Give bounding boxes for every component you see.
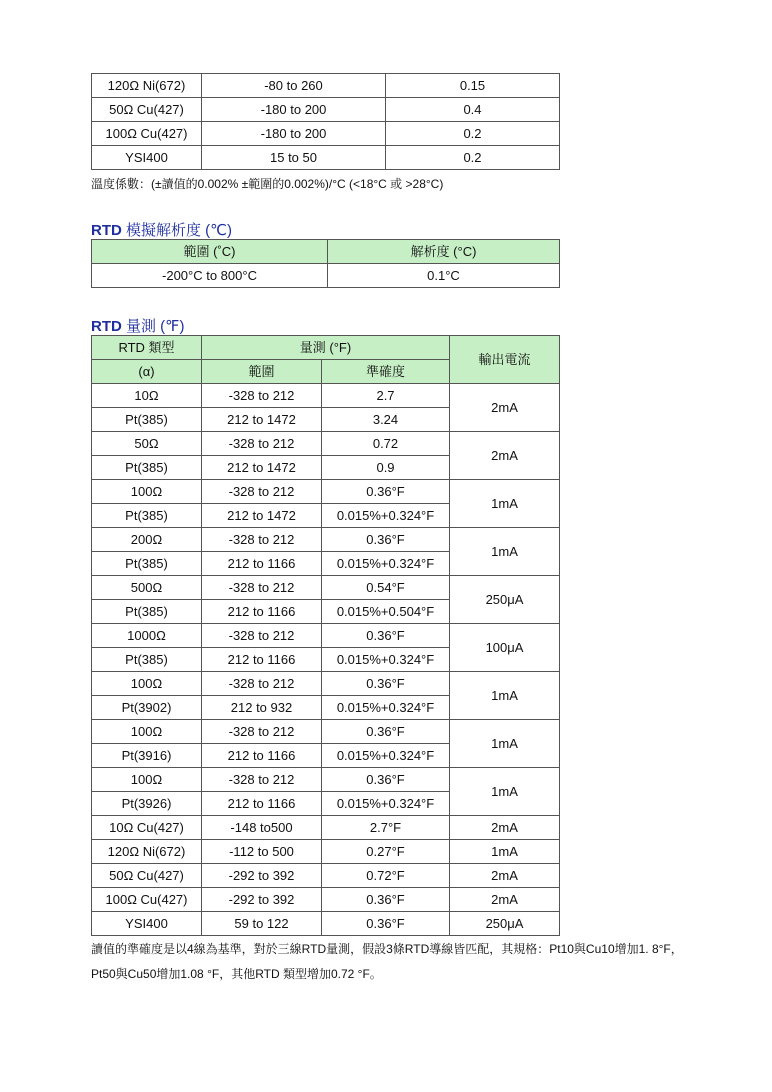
cell-rtd-alpha: Pt(385)	[92, 456, 202, 480]
cell-accuracy: 0.4	[386, 98, 560, 122]
cell-accuracy: 0.36°F	[322, 720, 450, 744]
cell-rtd-type: 120Ω Ni(672)	[92, 840, 202, 864]
table-row	[92, 146, 560, 170]
cell-output-current: 2mA	[450, 888, 560, 912]
header-range: 範圍 (˚C)	[92, 240, 328, 264]
cell-accuracy: 0.36°F	[322, 480, 450, 504]
cell-accuracy: 3.24	[322, 408, 450, 432]
cell-output-current: 2mA	[450, 384, 560, 432]
cell-accuracy: 0.9	[322, 456, 450, 480]
cell-rtd-type: 10Ω Cu(427)	[92, 816, 202, 840]
cell-accuracy: 2.7	[322, 384, 450, 408]
cell-rtd-type: 200Ω	[92, 528, 202, 552]
table-row	[92, 432, 560, 456]
temperature-range-table	[91, 73, 560, 170]
cell-accuracy: 0.015%+0.324°F	[322, 504, 450, 528]
cell-rtd-type: 50Ω	[92, 432, 202, 456]
cell-range: -328 to 212	[202, 480, 322, 504]
cell-range: -112 to 500	[202, 840, 322, 864]
cell-accuracy: 0.36°F	[322, 888, 450, 912]
table-row	[92, 74, 560, 98]
section-title-measurement-f	[91, 315, 184, 336]
cell-rtd-alpha: Pt(385)	[92, 600, 202, 624]
table-row	[92, 528, 560, 552]
cell-resolution: 0.1°C	[328, 264, 560, 288]
cell-output-current: 1mA	[450, 480, 560, 528]
cell-range: -292 to 392	[202, 888, 322, 912]
cell-rtd-alpha: Pt(385)	[92, 552, 202, 576]
cell-accuracy: 0.54°F	[322, 576, 450, 600]
cell-range: -80 to 260	[202, 74, 386, 98]
section-title-en: RTD	[91, 222, 122, 239]
table-row	[92, 122, 560, 146]
cell-accuracy: 0.015%+0.324°F	[322, 696, 450, 720]
cell-accuracy: 0.27°F	[322, 840, 450, 864]
cell-range: 212 to 1472	[202, 504, 322, 528]
cell-rtd-type: 100Ω	[92, 768, 202, 792]
table-row	[92, 384, 560, 408]
cell-rtd-alpha: Pt(3916)	[92, 744, 202, 768]
cell-type: 100Ω Cu(427)	[92, 122, 202, 146]
cell-output-current: 1mA	[450, 720, 560, 768]
table-row	[92, 720, 560, 744]
cell-rtd-alpha: Pt(3926)	[92, 792, 202, 816]
cell-rtd-type: 50Ω Cu(427)	[92, 864, 202, 888]
section-title-zh: 模擬解析度 (℃)	[126, 222, 233, 239]
cell-rtd-type: 100Ω	[92, 720, 202, 744]
cell-rtd-alpha: Pt(385)	[92, 648, 202, 672]
cell-output-current: 2mA	[450, 432, 560, 480]
header-measurement: 量測 (°F)	[202, 336, 450, 360]
cell-rtd-type: 100Ω Cu(427)	[92, 888, 202, 912]
cell-range: -180 to 200	[202, 98, 386, 122]
table-row	[92, 888, 560, 912]
cell-range: 212 to 932	[202, 696, 322, 720]
cell-range: 212 to 1472	[202, 456, 322, 480]
cell-range: -328 to 212	[202, 384, 322, 408]
cell-accuracy: 0.2	[386, 122, 560, 146]
cell-range: 212 to 1166	[202, 600, 322, 624]
cell-rtd-type: YSI400	[92, 912, 202, 936]
analog-resolution-table	[91, 239, 560, 288]
cell-range: 212 to 1166	[202, 648, 322, 672]
cell-output-current: 1mA	[450, 528, 560, 576]
cell-rtd-type: 500Ω	[92, 576, 202, 600]
cell-output-current: 2mA	[450, 864, 560, 888]
cell-range: -180 to 200	[202, 122, 386, 146]
section-title-en: RTD	[91, 318, 122, 335]
rtd-measurement-table	[91, 335, 560, 936]
cell-output-current: 1mA	[450, 672, 560, 720]
cell-rtd-alpha: Pt(385)	[92, 504, 202, 528]
accuracy-note-line-2: Pt50與Cu50增加1.08 °F，其他RTD 類型增加0.72 °F。	[91, 967, 382, 981]
cell-range: 59 to 122	[202, 912, 322, 936]
cell-accuracy: 0.36°F	[322, 528, 450, 552]
cell-accuracy: 0.36°F	[322, 672, 450, 696]
cell-range: 212 to 1166	[202, 552, 322, 576]
cell-range: 212 to 1472	[202, 408, 322, 432]
cell-rtd-type: 100Ω	[92, 480, 202, 504]
cell-output-current: 2mA	[450, 816, 560, 840]
section-title-analog-resolution	[91, 219, 232, 240]
cell-range: 212 to 1166	[202, 744, 322, 768]
cell-rtd-type: 1000Ω	[92, 624, 202, 648]
cell-accuracy: 0.015%+0.324°F	[322, 648, 450, 672]
cell-type: 120Ω Ni(672)	[92, 74, 202, 98]
cell-output-current: 250μA	[450, 912, 560, 936]
header-resolution: 解析度 (°C)	[328, 240, 560, 264]
cell-range: -292 to 392	[202, 864, 322, 888]
cell-type: YSI400	[92, 146, 202, 170]
cell-accuracy: 0.36°F	[322, 912, 450, 936]
cell-accuracy: 0.015%+0.324°F	[322, 744, 450, 768]
cell-rtd-type: 10Ω	[92, 384, 202, 408]
cell-range: -328 to 212	[202, 720, 322, 744]
cell-accuracy: 0.15	[386, 74, 560, 98]
cell-range: -200°C to 800°C	[92, 264, 328, 288]
cell-accuracy: 0.36°F	[322, 624, 450, 648]
header-accuracy: 準確度	[322, 360, 450, 384]
section-title-zh: 量測 (℉)	[126, 318, 185, 335]
cell-rtd-type: 100Ω	[92, 672, 202, 696]
cell-range: -328 to 212	[202, 672, 322, 696]
cell-output-current: 100μA	[450, 624, 560, 672]
cell-accuracy: 0.015%+0.504°F	[322, 600, 450, 624]
table-row	[92, 864, 560, 888]
table-row	[92, 480, 560, 504]
cell-accuracy: 0.015%+0.324°F	[322, 552, 450, 576]
header-rtd-alpha: (α)	[92, 360, 202, 384]
table-row	[92, 816, 560, 840]
cell-accuracy: 0.36°F	[322, 768, 450, 792]
table-row	[92, 576, 560, 600]
cell-accuracy: 0.2	[386, 146, 560, 170]
cell-accuracy: 0.015%+0.324°F	[322, 792, 450, 816]
header-range: 範圍	[202, 360, 322, 384]
table-row	[92, 768, 560, 792]
cell-accuracy: 0.72	[322, 432, 450, 456]
table-row	[92, 672, 560, 696]
cell-range: 15 to 50	[202, 146, 386, 170]
cell-range: -148 to500	[202, 816, 322, 840]
cell-output-current: 250μA	[450, 576, 560, 624]
header-output-current: 輸出電流	[450, 336, 560, 384]
cell-output-current: 1mA	[450, 768, 560, 816]
cell-rtd-alpha: Pt(3902)	[92, 696, 202, 720]
table-row	[92, 624, 560, 648]
cell-range: -328 to 212	[202, 624, 322, 648]
accuracy-note-line-1: 讀值的準確度是以4線為基準，對於三線RTD量測，假設3條RTD導線皆匹配，其規格：Pt10與Cu10增加1. 8°F，	[91, 942, 683, 956]
cell-range: 212 to 1166	[202, 792, 322, 816]
cell-accuracy: 2.7°F	[322, 816, 450, 840]
table-row	[92, 98, 560, 122]
cell-range: -328 to 212	[202, 768, 322, 792]
temperature-coefficient-note: 溫度係數：(±讀值的0.002% ±範圍的0.002%)/°C (<18°C 或 >28°C)	[91, 177, 444, 191]
table-row	[92, 840, 560, 864]
cell-accuracy: 0.72°F	[322, 864, 450, 888]
table-row	[92, 912, 560, 936]
cell-rtd-alpha: Pt(385)	[92, 408, 202, 432]
cell-type: 50Ω Cu(427)	[92, 98, 202, 122]
cell-range: -328 to 212	[202, 528, 322, 552]
cell-range: -328 to 212	[202, 576, 322, 600]
header-rtd-type: RTD 類型	[92, 336, 202, 360]
cell-output-current: 1mA	[450, 840, 560, 864]
cell-range: -328 to 212	[202, 432, 322, 456]
